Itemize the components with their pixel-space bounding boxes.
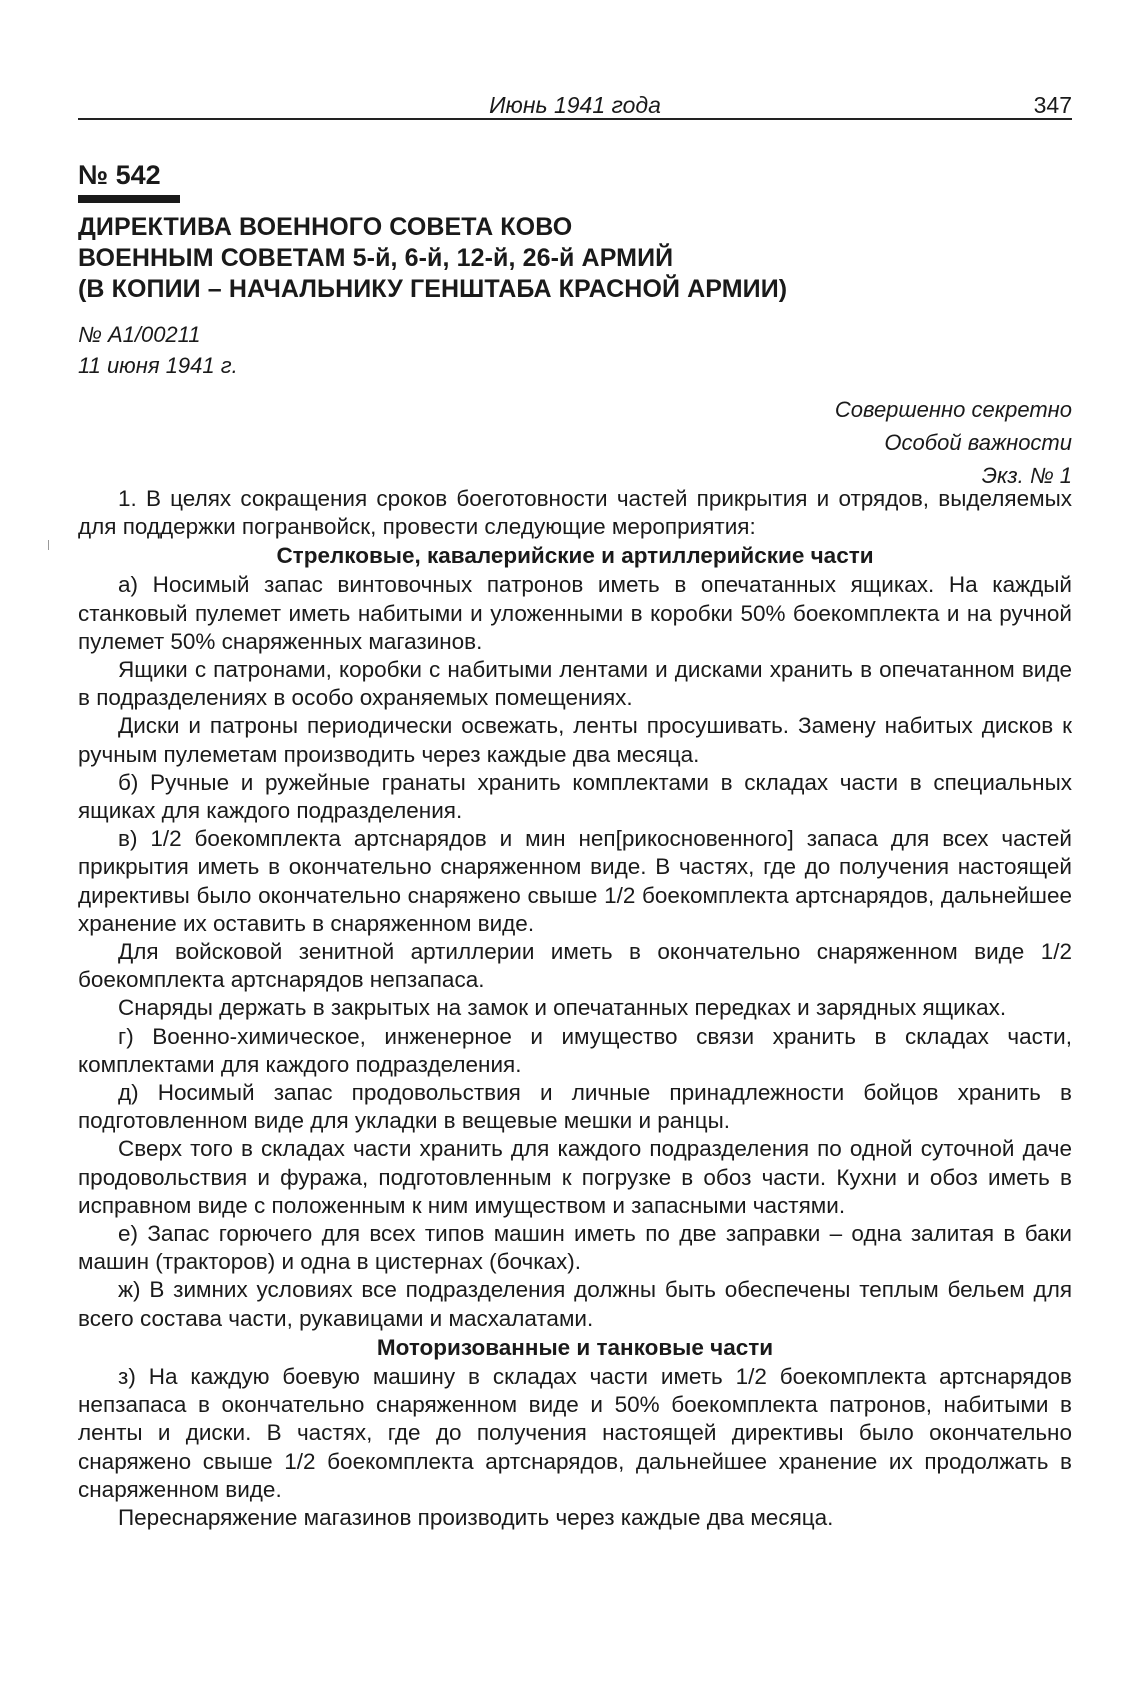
document-number-underline [78, 195, 180, 203]
classification-block [835, 393, 1072, 492]
document-title-line: ВОЕННЫМ СОВЕТАМ 5-й, 6-й, 12-й, 26-й АРМИЙ [78, 244, 674, 272]
section-heading: Моторизованные и танковые части [376, 1334, 774, 1360]
document-title-line: ДИРЕКТИВА ВОЕННОГО СОВЕТА КОВО [78, 213, 573, 241]
body-paragraph: д) Носимый запас продовольствия и личные принадлежности бойцов хранить в подготовленном виде для укладки в вещевые мешки и ранцы. [78, 1080, 1072, 1134]
body-paragraph: Переснаряжение магазинов производить через каждые два месяца. [118, 1504, 834, 1530]
body-paragraph: Диски и патроны периодически освежать, ленты просушивать. Замену набитых дисков к ручным пулеметам производить через каждые два месяца. [78, 713, 1072, 767]
body-paragraph: в) 1/2 боекомплекта артснарядов и мин неп[рикосновенного] запаса для всех частей прикрытия иметь в окончательно снаряженном виде. В частях, где до получения настоящей директивы было окончательно снаряжено свыше 1/2 боекомплекта артснарядов, дальнейшее хранение их оставить в снаряженном виде. [78, 826, 1072, 936]
body-paragraph: Снаряды держать в закрытых на замок и опечатанных передках и зарядных ящиках. [118, 995, 1007, 1021]
running-header [78, 92, 1072, 120]
document-body [78, 485, 1072, 1532]
scan-margin-mark [48, 540, 49, 550]
document-title-line: (В КОПИИ – НАЧАЛЬНИКУ ГЕНШТАБА КРАСНОЙ АРМИИ) [78, 275, 788, 303]
body-paragraph: Сверх того в складах части хранить для каждого подразделения по одной суточной даче продовольствия и фуража, подготовленным к погрузке в обоз части. Кухни и обоз иметь в исправном виде с положенным к ним имуществом и запасными частями. [78, 1136, 1072, 1218]
document-page [78, 0, 1072, 1693]
classification-line: Совершенно секретно [834, 397, 1072, 422]
registration-number: № А1/00211 [78, 322, 201, 347]
body-paragraph: з) На каждую боевую машину в складах части иметь 1/2 боекомплекта артснарядов непзапаса в окончательно снаряженном виде и 50% боекомплекта патронов, набитыми в ленты и диски. В частях, где до получения настоящей директивы было окончательно снаряжено свыше 1/2 боекомплекта артснарядов, дальнейшее хранение их продолжать в снаряженном виде. [78, 1363, 1072, 1502]
section-heading: Стрелковые, кавалерийские и артиллерийские части [276, 543, 874, 569]
intro-paragraph: 1. В целях сокращения сроков боеготовности частей прикрытия и отрядов, выделяемых для поддержки погранвойск, провести следующие мероприятия: [78, 486, 1072, 540]
page-number: 347 [1033, 92, 1072, 118]
running-title: Июнь 1941 года [489, 92, 661, 118]
body-paragraph: а) Носимый запас винтовочных патронов иметь в опечатанных ящиках. На каждый станковый пулемет иметь набитыми и уложенными в коробки 50% боекомплекта и на ручной пулемет 50% снаряженных магазинов. [78, 572, 1072, 654]
classification-line: Экз. № 1 [981, 463, 1072, 488]
classification-line: Особой важности [884, 430, 1072, 455]
body-paragraph: г) Военно-химическое, инженерное и имущество связи хранить в складах части, комплектами для каждого подразделения. [78, 1023, 1072, 1077]
body-paragraph: Ящики с патронами, коробки с набитыми лентами и дисками хранить в опечатанном виде в подразделениях в особо охраняемых помещениях. [78, 657, 1072, 711]
body-paragraph: ж) В зимних условиях все подразделения должны быть обеспечены теплым бельем для всего состава части, рукавицами и масхалатами. [78, 1277, 1072, 1331]
document-date: 11 июня 1941 г. [78, 353, 238, 378]
body-paragraph: Для войсковой зенитной артиллерии иметь в окончательно снаряженном виде 1/2 боекомплекта артснарядов непзапаса. [78, 939, 1072, 993]
body-paragraph: е) Запас горючего для всех типов машин иметь по две заправки – одна залитая в баки машин (тракторов) и одна в цистернах (бочках). [78, 1221, 1072, 1275]
body-paragraph: б) Ручные и ружейные гранаты хранить комплектами в складах части в специальных ящиках для каждого подразделения. [78, 769, 1072, 824]
document-title [78, 212, 1072, 305]
document-number: № 542 [78, 160, 161, 190]
